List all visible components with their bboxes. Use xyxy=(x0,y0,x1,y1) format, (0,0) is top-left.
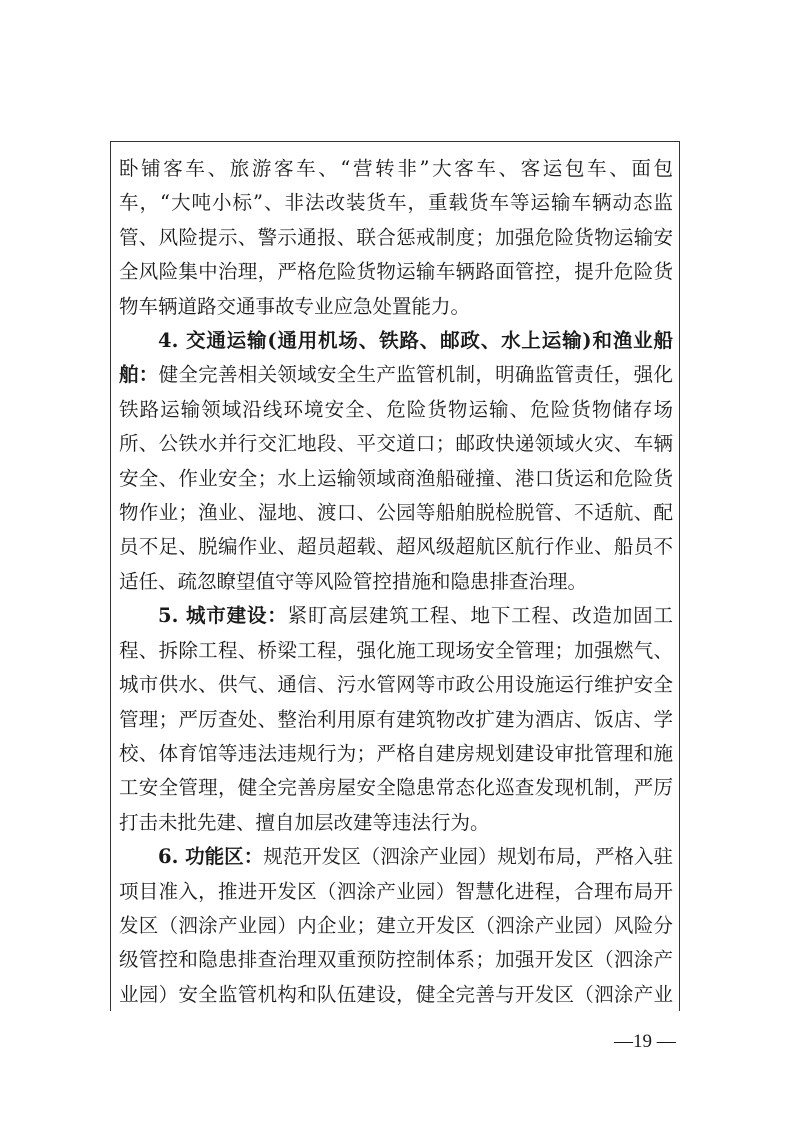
paragraph-heading: 4. 交通运输(通用机场、铁路、邮政、水上运输)和渔业船舶： xyxy=(119,329,673,387)
paragraph-text: 规范开发区（泗涂产业园）规划布局，严格入驻项目准入，推进开发区（泗涂产业园）智慧化进程，合理布局开发区（泗涂产业园）内企业；建立开发区（泗涂产业园）风险分级管控和隐患排查治理双重预防控制体系；加强开发区（泗涂产业园）安全监管机构和队伍建设，健全完善与开发区（泗涂产业 xyxy=(119,845,673,1006)
paragraph-heading: 6. 功能区： xyxy=(158,845,264,869)
paragraph-text: 卧铺客车、旅游客车、“营转非”大客车、客运包车、面包车，“大吨小标”、非法改装货车，重载货车等运输车辆动态监管、风险提示、警示通报、联合惩戒制度；加强危险货物运输安全风险集中治理，严格危险货物运输车辆路面管控，提升危险货物车辆道路交通事故专业应急处置能力。 xyxy=(119,157,673,318)
paragraph-text: 紧盯高层建筑工程、地下工程、改造加固工程、拆除工程、桥梁工程，强化施工现场安全管理；加强燃气、城市供水、供气、通信、污水管网等市政公用设施运行维护安全管理；严厉查处、整治利用原有建筑物改扩建为酒店、饭店、学校、体育馆等违法违规行为；严格自建房规划建设审批管理和施工安全管理，健全完善房屋安全隐患常态化巡查发现机制，严厉打击未批先建、擅自加层改建等违法行为。 xyxy=(119,604,673,834)
paragraph-functional-zone xyxy=(119,840,673,1011)
page-number: —19 — xyxy=(614,1031,676,1052)
paragraph-continuation xyxy=(119,152,673,324)
content-frame xyxy=(110,141,680,1011)
paragraph-transport xyxy=(119,324,673,599)
document-body xyxy=(119,152,673,1011)
paragraph-text: 健全完善相关领域安全生产监管机制，明确监管责任，强化铁路运输领域沿线环境安全、危险货物运输、危险货物储存场所、公铁水并行交汇地段、平交道口；邮政快递领域火灾、车辆安全、作业安全；水上运输领域商渔船碰撞、港口货运和危险货物作业；渔业、湿地、渡口、公园等船舶脱检脱管、不适航、配员不足、脱编作业、超员超载、超风级超航区航行作业、船员不适任、疏忽瞭望值守等风险管控措施和隐患排查治理。 xyxy=(119,363,673,593)
paragraph-urban-construction xyxy=(119,599,673,840)
paragraph-heading: 5. 城市建设： xyxy=(158,604,288,628)
